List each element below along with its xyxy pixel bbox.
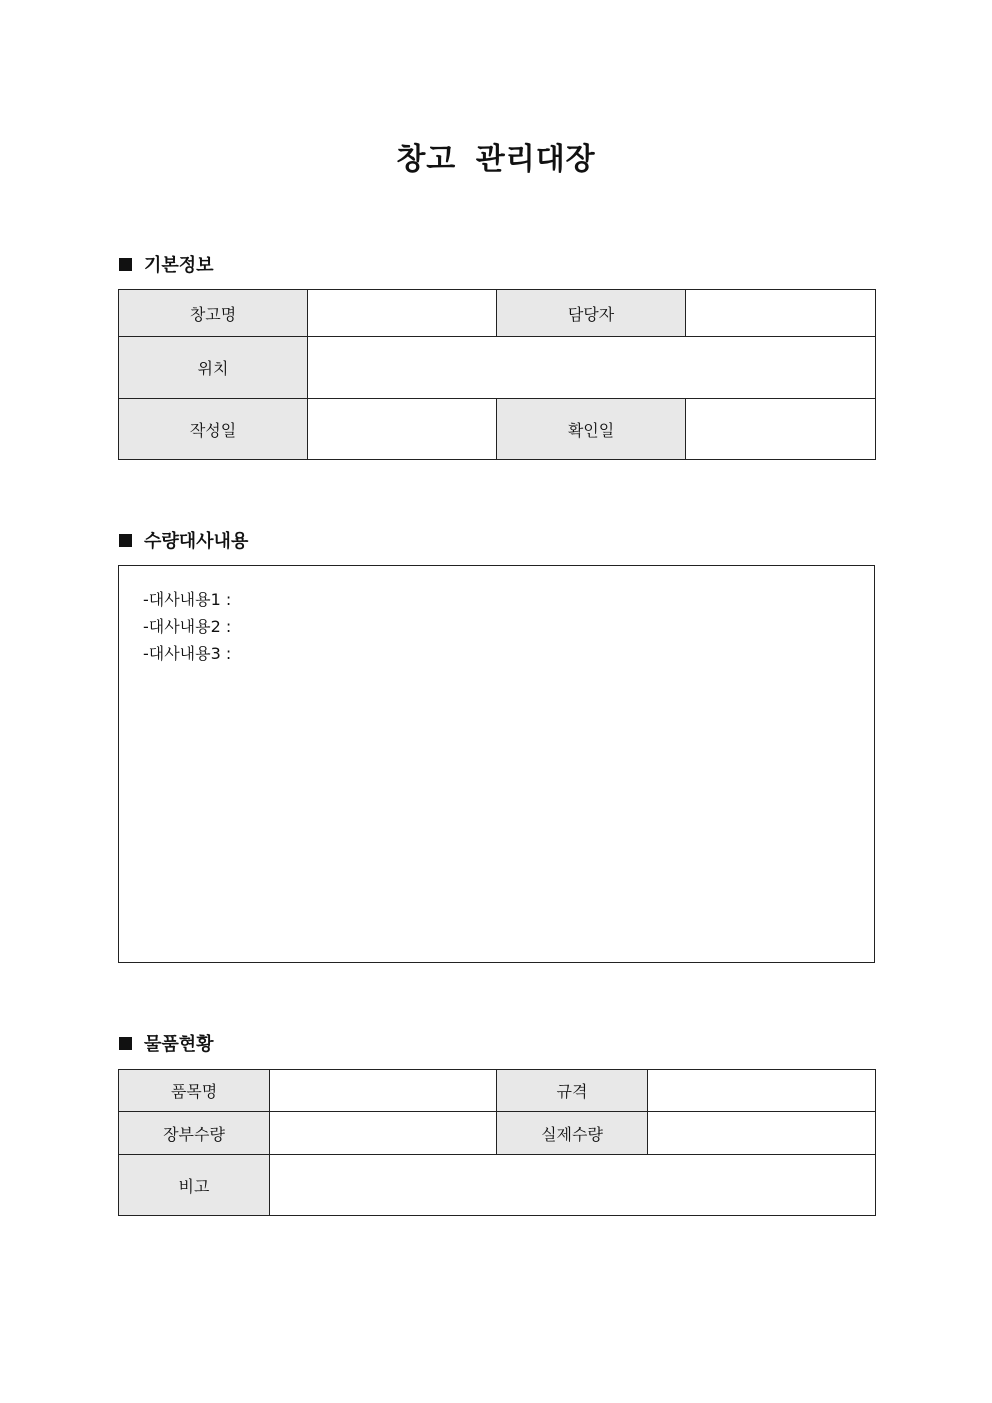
basic-info-heading bbox=[119, 251, 214, 277]
confirm-date-label: 확인일 bbox=[497, 399, 686, 460]
actual-qty-label: 실제수량 bbox=[497, 1112, 648, 1155]
table-row bbox=[119, 399, 876, 460]
spec-label: 규격 bbox=[497, 1070, 648, 1112]
book-qty-label: 장부수량 bbox=[119, 1112, 270, 1155]
item-name-label: 품목명 bbox=[119, 1070, 270, 1112]
square-bullet-icon bbox=[119, 258, 132, 271]
book-qty-field[interactable] bbox=[270, 1112, 497, 1155]
document-title: 창고 관리대장 bbox=[396, 142, 596, 177]
table-row bbox=[119, 1112, 876, 1155]
quantity-check-heading-label: 수량대사내용 bbox=[144, 531, 249, 552]
warehouse-name-field[interactable] bbox=[308, 290, 497, 337]
table-row bbox=[119, 1070, 876, 1112]
memo-line-1: -대사내용1 : bbox=[143, 590, 232, 609]
warehouse-name-label: 창고명 bbox=[119, 290, 308, 337]
item-status-heading-label: 물품현황 bbox=[144, 1034, 214, 1055]
location-label: 위치 bbox=[119, 337, 308, 399]
square-bullet-icon bbox=[119, 534, 132, 547]
item-status-table bbox=[118, 1069, 876, 1216]
quantity-check-heading bbox=[119, 527, 248, 553]
quantity-check-memo[interactable] bbox=[118, 565, 875, 963]
manager-label: 담당자 bbox=[497, 290, 686, 337]
table-row bbox=[119, 337, 876, 399]
created-date-field[interactable] bbox=[308, 399, 497, 460]
note-field[interactable] bbox=[270, 1155, 876, 1216]
table-row bbox=[119, 1155, 876, 1216]
created-date-label: 작성일 bbox=[119, 399, 308, 460]
manager-field[interactable] bbox=[686, 290, 876, 337]
table-row bbox=[119, 290, 876, 337]
spec-field[interactable] bbox=[648, 1070, 876, 1112]
memo-line-2: -대사내용2 : bbox=[143, 617, 232, 636]
item-name-field[interactable] bbox=[270, 1070, 497, 1112]
square-bullet-icon bbox=[119, 1037, 132, 1050]
item-status-heading bbox=[119, 1030, 214, 1056]
basic-info-heading-label: 기본정보 bbox=[144, 255, 214, 276]
confirm-date-field[interactable] bbox=[686, 399, 876, 460]
basic-info-table bbox=[118, 289, 876, 460]
note-label: 비고 bbox=[119, 1155, 270, 1216]
memo-line-3: -대사내용3 : bbox=[143, 644, 232, 663]
actual-qty-field[interactable] bbox=[648, 1112, 876, 1155]
location-field[interactable] bbox=[308, 337, 876, 399]
